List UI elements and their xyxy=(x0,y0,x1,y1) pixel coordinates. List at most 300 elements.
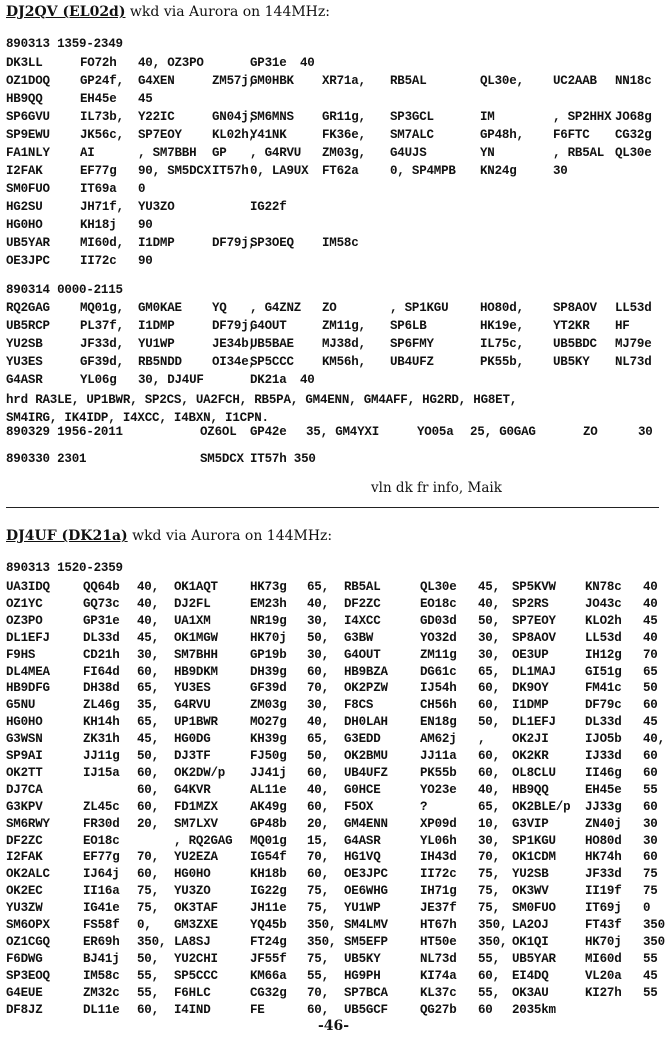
log-cell: YU1WP xyxy=(344,901,381,916)
log-cell: OK1MGW xyxy=(174,630,218,645)
log-cell: HK74h xyxy=(585,850,622,865)
log-cell: SP7BCA xyxy=(344,985,388,1000)
log-cell: G4UJS xyxy=(390,146,427,160)
log-cell: HO80d, xyxy=(480,301,524,315)
log-cell: EF77g xyxy=(80,164,117,178)
log-cell: MQ01g, xyxy=(80,301,124,315)
log-cell: 40 xyxy=(643,596,658,611)
log-cell: UB5BAE xyxy=(250,337,294,351)
log-cell: 60, xyxy=(137,867,159,882)
log-cell: G4RVU xyxy=(174,698,211,713)
log-cell: YU3ES xyxy=(174,681,211,696)
log-line xyxy=(0,182,671,201)
log-cell: RB5AL xyxy=(390,74,427,88)
log-cell: HB9DKM xyxy=(174,664,218,679)
log-cell: OK2BLE/p xyxy=(512,799,571,814)
log-cell: 75 xyxy=(643,884,658,899)
log-cell: 0 xyxy=(138,182,146,196)
log-cell: 30 xyxy=(643,833,658,848)
log-cell: 350, xyxy=(307,934,337,949)
log-cell: CH56h xyxy=(420,698,457,713)
log-cell: 50 xyxy=(643,681,658,696)
log-cell: UB5YAR xyxy=(6,236,50,250)
log-cell: EO18c xyxy=(420,596,457,611)
log-cell: DJ2FL xyxy=(174,596,211,611)
log-cell: ZM03g xyxy=(250,698,287,713)
log-cell: G4ASR xyxy=(6,373,43,387)
log-cell: YU2SB xyxy=(6,337,43,351)
log-cell: KI27h xyxy=(585,985,622,1000)
log-cell: QQ64b xyxy=(83,580,120,594)
log-cell: 45, xyxy=(137,732,159,747)
log-line xyxy=(0,254,671,273)
log-cell: HG9PH xyxy=(344,968,381,983)
log-cell: 40, xyxy=(137,580,159,594)
log-cell: JF55f xyxy=(250,951,287,966)
log-cell: 0 xyxy=(643,901,651,916)
log-cell: 75, xyxy=(137,884,159,899)
log-line xyxy=(0,319,671,338)
log-cell: PK55b, xyxy=(480,355,524,369)
log-cell: 30, xyxy=(478,833,500,848)
log-cell: OZ3PO xyxy=(6,613,43,628)
log-cell: II16a xyxy=(83,884,120,899)
log-cell: ZK31h xyxy=(83,732,120,747)
log-cell: JJ33g xyxy=(585,799,622,814)
log-cell: 60, xyxy=(137,765,159,780)
log-cell: 45 xyxy=(643,715,658,730)
log-cell: OK2KR xyxy=(512,749,549,763)
log-cell: AL11e xyxy=(250,782,287,797)
log-cell: 45 xyxy=(138,92,153,106)
log-cell: DL1EFJ xyxy=(6,630,50,645)
log-cell: 60, xyxy=(478,749,500,763)
log-cell: OI34e, xyxy=(212,355,256,369)
log-cell: KL02h, xyxy=(212,128,256,142)
log-cell: OK3AU xyxy=(512,985,549,1000)
log-cell: 50, xyxy=(478,613,500,628)
report2-title xyxy=(6,528,332,544)
log-cell: JO43c xyxy=(585,596,622,611)
log-cell: F9HS xyxy=(6,647,36,662)
log-cell: 60, xyxy=(307,1002,329,1017)
log-cell: IG22g xyxy=(250,884,287,899)
log-cell: PL37f, xyxy=(80,319,124,333)
log-cell: KN24g xyxy=(480,164,517,178)
log-cell: JE37f xyxy=(420,901,457,916)
log-cell: JH71f, xyxy=(80,200,124,214)
log-cell: OE3JPC xyxy=(6,254,50,268)
log-cell: UA1XM xyxy=(174,613,211,628)
log-cell: EF77g xyxy=(83,850,120,865)
log-cell: QL30e, xyxy=(480,74,524,88)
log-cell: 50, xyxy=(307,630,329,645)
log-cell: UB5GCF xyxy=(344,1002,388,1017)
log-cell: I2FAK xyxy=(6,164,43,178)
log-cell: UC2AAB xyxy=(553,74,597,88)
log-cell: ZM32c xyxy=(83,985,120,1000)
log-cell: G4OUT xyxy=(344,647,381,662)
log-line xyxy=(0,373,671,392)
log-cell: ? xyxy=(420,799,428,814)
log-cell: JE34b, xyxy=(212,337,256,351)
log-cell: OK2JI xyxy=(512,732,549,747)
log-cell: 25, G0GAG xyxy=(470,425,536,439)
log-cell: IM xyxy=(480,110,495,124)
log-cell: 30 xyxy=(553,164,568,178)
log-cell: G3EDD xyxy=(344,732,381,747)
log-cell: DL11e xyxy=(83,1002,120,1017)
log-cell: LL53d xyxy=(585,630,622,645)
log-cell: AM62j xyxy=(420,732,457,747)
log-cell: DG61c xyxy=(420,664,457,679)
log-cell: GF39d xyxy=(250,681,287,696)
log-cell: GP48h, xyxy=(480,128,524,142)
log-cell: 75, xyxy=(478,867,500,882)
log-cell: AK49g xyxy=(250,799,287,814)
log-cell: 40, xyxy=(307,782,329,797)
log-cell: G4KVR xyxy=(174,782,211,797)
log-cell: OE6WHG xyxy=(344,884,388,899)
log-line xyxy=(0,74,671,93)
report2-date xyxy=(0,561,671,580)
log-cell: EM23h xyxy=(250,596,287,611)
log-line xyxy=(0,283,671,302)
log-cell: 40, xyxy=(137,596,159,611)
log-cell: 350, xyxy=(478,918,508,932)
log-cell: G3VIP xyxy=(512,816,549,831)
log-cell: I1DMP xyxy=(138,236,175,250)
log-cell: YO05a xyxy=(417,425,454,439)
log-cell: FS58f xyxy=(83,918,120,932)
log-cell: HO80d xyxy=(585,833,622,848)
log-cell: MQ01g xyxy=(250,833,287,848)
log-cell: OE3UP xyxy=(512,647,549,662)
log-cell: I1DMP xyxy=(512,698,549,713)
log-cell: 350, xyxy=(478,934,508,949)
log-cell: KLO2h xyxy=(585,613,622,628)
log-cell: RB5AL xyxy=(344,580,381,594)
log-cell: GN04j, xyxy=(212,110,256,124)
log-cell: BJ41j xyxy=(83,951,120,966)
log-cell: 55, xyxy=(478,951,500,966)
log-cell: 75, xyxy=(137,901,159,916)
log-cell: 45 xyxy=(643,613,658,628)
log-cell: 55 xyxy=(643,985,658,1000)
log-cell: YL06h xyxy=(420,833,457,848)
log-cell: GP48b xyxy=(250,816,287,831)
log-cell: IJ64j xyxy=(83,867,120,882)
log-cell: G4ASR xyxy=(344,833,381,848)
log-cell: YU2EZA xyxy=(174,850,218,865)
log-cell: I4IND xyxy=(174,1002,211,1017)
log-cell: KN78c xyxy=(585,580,622,594)
log-cell: YL06g xyxy=(80,373,117,387)
log-cell: 75 xyxy=(643,867,658,882)
log-cell: SM7LXV xyxy=(174,816,218,831)
log-cell: YN xyxy=(480,146,495,160)
log-cell: LL53d xyxy=(615,301,652,315)
log-cell: LA8SJ xyxy=(174,934,211,949)
log-cell: IT69a xyxy=(80,182,117,196)
log-cell: HG0HO xyxy=(6,715,43,730)
log-cell: SP1KGU xyxy=(512,833,556,848)
log-line xyxy=(0,200,671,219)
log-cell: 90, SM5DCX xyxy=(138,164,212,178)
log-cell: DL33d xyxy=(585,715,622,730)
log-cell: HK70j xyxy=(250,630,287,645)
log-cell: 60 xyxy=(643,765,658,780)
log-cell: PK55b xyxy=(420,765,457,780)
log-cell: , G4ZNZ xyxy=(250,301,302,315)
log-cell: MJ79e xyxy=(615,337,652,351)
log-cell: AI xyxy=(80,146,95,160)
log-cell: DF8JZ xyxy=(6,1002,43,1017)
log-cell: IT69j xyxy=(585,901,622,916)
log-cell: FI64d xyxy=(83,664,120,679)
log-cell: 890329 1956-2011 xyxy=(6,425,123,439)
log-cell: SP2RS xyxy=(512,596,549,611)
log-cell: HB9QQ xyxy=(512,782,549,797)
log-line xyxy=(0,110,671,129)
log-cell: 2035km xyxy=(512,1002,556,1017)
log-cell: HB9QQ xyxy=(6,92,43,106)
log-cell: DL4MEA xyxy=(6,664,50,679)
log-cell: , SM7BBH xyxy=(138,146,197,160)
log-cell: CG32g xyxy=(615,128,652,142)
log-cell: DJ3TF xyxy=(174,749,211,763)
log-cell: DL33d xyxy=(83,630,120,645)
log-cell: OK3WV xyxy=(512,884,549,899)
log-cell: KI74a xyxy=(420,968,457,983)
log-cell: XR71a, xyxy=(322,74,366,88)
log-cell: 75, xyxy=(307,884,329,899)
log-cell: NR19g xyxy=(250,613,287,628)
log-cell: YU2SB xyxy=(512,867,549,882)
log-cell: JJ11a xyxy=(420,749,457,763)
log-cell: G3KPV xyxy=(6,799,43,814)
log-cell: XP09d xyxy=(420,816,457,831)
log-cell: SM7ALC xyxy=(390,128,434,142)
log-cell: ZM11g, xyxy=(322,319,366,333)
log-cell: SP3EOQ xyxy=(6,968,50,983)
log-cell: OK2TT xyxy=(6,765,43,780)
log-cell: 50, xyxy=(137,749,159,763)
log-cell: 65 xyxy=(643,664,658,679)
log-cell: KH18j xyxy=(80,218,117,232)
log-cell: 30 xyxy=(643,816,658,831)
log-cell: KH14h xyxy=(83,715,120,730)
log-cell: I2FAK xyxy=(6,850,43,865)
log-cell: GP31e xyxy=(83,613,120,628)
log-cell: CD21h xyxy=(83,647,120,662)
log-cell: SP3OEQ xyxy=(250,236,294,250)
log-cell: YO32d xyxy=(420,630,457,645)
log-cell: 50, xyxy=(478,715,500,730)
log-cell: JO68g xyxy=(615,110,652,124)
log-cell: KL37c xyxy=(420,985,457,1000)
log-cell: 0, SP4MPB xyxy=(390,164,456,178)
log-cell: 75, xyxy=(478,901,500,916)
log-cell: OZ1CGQ xyxy=(6,934,50,949)
log-cell: SP5CCC xyxy=(174,968,218,983)
log-cell: ZM57j, xyxy=(212,74,256,88)
log-cell: FT24g xyxy=(250,934,287,949)
log-cell: OK2PZW xyxy=(344,681,388,696)
log-cell: SP7EOY xyxy=(138,128,182,142)
log-cell: SM6OPX xyxy=(6,918,50,932)
log-cell: MI60d, xyxy=(80,236,124,250)
log-cell: OZ1DOQ xyxy=(6,74,50,88)
log-cell: QL30e xyxy=(420,580,457,594)
log-cell: 60, xyxy=(307,867,329,882)
log-cell: OK1CDM xyxy=(512,850,556,865)
log-cell: RB5NDD xyxy=(138,355,182,369)
log-cell: FE xyxy=(250,1002,265,1017)
log-cell: DL1MAJ xyxy=(512,664,556,679)
log-cell: HK73g xyxy=(250,580,287,594)
log-cell: 890330 2301 xyxy=(6,452,87,466)
log-cell: 40, OZ3PO xyxy=(138,56,204,70)
log-line xyxy=(0,236,671,255)
log-cell: II19f xyxy=(585,884,622,899)
log-cell: 60 xyxy=(643,749,658,763)
log-cell: SP8AOV xyxy=(512,630,556,645)
log-line xyxy=(0,218,671,237)
log-cell: OK3TAF xyxy=(174,901,218,916)
log-cell: UB4UFZ xyxy=(390,355,434,369)
log-cell: UA3IDQ xyxy=(6,580,50,594)
log-cell: F6DWG xyxy=(6,951,43,966)
log-cell: 65, xyxy=(137,681,159,696)
log-cell: 30, xyxy=(307,613,329,628)
log-cell: MI60d xyxy=(585,951,622,966)
log-cell: DK21a xyxy=(250,373,287,387)
log-cell: G3BW xyxy=(344,630,374,645)
log-cell: 30, xyxy=(307,647,329,662)
log-cell: HG0HO xyxy=(174,867,211,882)
log-cell: 90 xyxy=(138,218,153,232)
log-cell: OZ6OL xyxy=(200,425,237,439)
log-cell: 60 xyxy=(643,698,658,713)
log-cell: ER69h xyxy=(83,934,120,949)
log-cell: 30, DJ4UF xyxy=(138,373,204,387)
log-cell: 55, xyxy=(137,968,159,983)
log-cell: MJ38d, xyxy=(322,337,366,351)
log-cell: KM66a xyxy=(250,968,287,983)
log-cell: GP42e xyxy=(250,425,287,439)
log-cell: ZL46g xyxy=(83,698,120,713)
log-cell: NL73d xyxy=(420,951,457,966)
log-cell: KH18b xyxy=(250,867,287,882)
log-cell: G0HCE xyxy=(344,782,381,797)
log-cell: 60, xyxy=(137,799,159,814)
log-cell: I1DMP xyxy=(138,319,175,333)
log-line xyxy=(0,337,671,356)
log-cell: 40, xyxy=(643,732,665,747)
log-cell: , xyxy=(478,732,486,747)
log-cell: SP7EOY xyxy=(512,613,556,628)
log-cell: IM58c xyxy=(83,968,120,983)
log-cell: 45, xyxy=(478,580,500,594)
log-cell: QG27b xyxy=(420,1002,457,1017)
log-cell: 40 xyxy=(643,580,658,594)
log-cell: 60, xyxy=(137,1002,159,1017)
log-cell: IJO5b xyxy=(585,732,622,747)
log-cell: FM41c xyxy=(585,681,622,696)
log-cell: DL1EFJ xyxy=(512,715,556,730)
log-cell: FA1NLY xyxy=(6,146,50,160)
log-cell: IT57h 350 xyxy=(250,452,316,466)
log-cell: 60, xyxy=(478,698,500,713)
session-header xyxy=(0,37,671,56)
log-cell: G5NU xyxy=(6,698,36,713)
log-cell: 55 xyxy=(643,782,658,797)
log-cell: DF2ZC xyxy=(344,596,381,611)
log-cell: VL20a xyxy=(585,968,622,983)
log-cell: UB5KY xyxy=(553,355,590,369)
log-cell: 70, xyxy=(307,681,329,696)
log-cell: DF79c xyxy=(585,698,622,713)
log-cell: OK2BMU xyxy=(344,749,388,763)
log-cell: CG32g xyxy=(250,985,287,1000)
log-cell: DF79j, xyxy=(212,236,256,250)
log-cell: IJ15a xyxy=(83,765,120,780)
log-cell: 60 xyxy=(643,850,658,865)
log-cell: IJ33d xyxy=(585,749,622,763)
log-cell: 30 xyxy=(638,425,653,439)
log-cell: LA2OJ xyxy=(512,918,549,932)
log-cell: 40, xyxy=(478,596,500,611)
log-cell: IT57h xyxy=(212,164,249,178)
log-cell: FD1MZX xyxy=(174,799,218,814)
log-cell: OK2DW/p xyxy=(174,765,226,780)
log-cell: EN18g xyxy=(420,715,457,730)
log-cell: EH45e xyxy=(80,92,117,106)
log-cell: HG2SU xyxy=(6,200,43,214)
log-cell: SP5KVW xyxy=(512,580,556,594)
log-cell: DF2ZC xyxy=(6,833,43,848)
log-line xyxy=(0,146,671,165)
log-cell: NN18c xyxy=(615,74,652,88)
log-cell: SM4LMV xyxy=(344,918,388,932)
report1-call: DJ2QV (EL02d) xyxy=(6,4,126,20)
log-cell: UB5RCP xyxy=(6,319,50,333)
log-cell: YU3ZO xyxy=(174,884,211,899)
log-cell: 70 xyxy=(643,647,658,662)
log-cell: G3WSN xyxy=(6,732,43,747)
log-cell: IH12g xyxy=(585,647,622,662)
log-cell: , RQ2GAG xyxy=(174,833,233,848)
log-cell: 30, xyxy=(478,647,500,662)
log-cell: 90 xyxy=(138,254,153,268)
log-cell: OE3JPC xyxy=(344,867,388,882)
log-cell: YU3ES xyxy=(6,355,43,369)
log-cell: DK9OY xyxy=(512,681,549,696)
log-cell: IG54f xyxy=(250,850,287,865)
log-cell: ZO xyxy=(583,425,598,439)
log-cell: GM3ZXE xyxy=(174,918,218,932)
log-cell: 30, xyxy=(307,698,329,713)
log-cell: UB4UFZ xyxy=(344,765,388,780)
log-cell: 890314 0000-2115 xyxy=(6,283,123,297)
log-cell: FO72h xyxy=(80,56,117,70)
log-cell: OK2EC xyxy=(6,884,43,899)
log-cell: ZL45c xyxy=(83,799,120,814)
log-cell: MO27g xyxy=(250,715,287,730)
log-cell: DF79j, xyxy=(212,319,256,333)
log-cell: JK56c, xyxy=(80,128,124,142)
